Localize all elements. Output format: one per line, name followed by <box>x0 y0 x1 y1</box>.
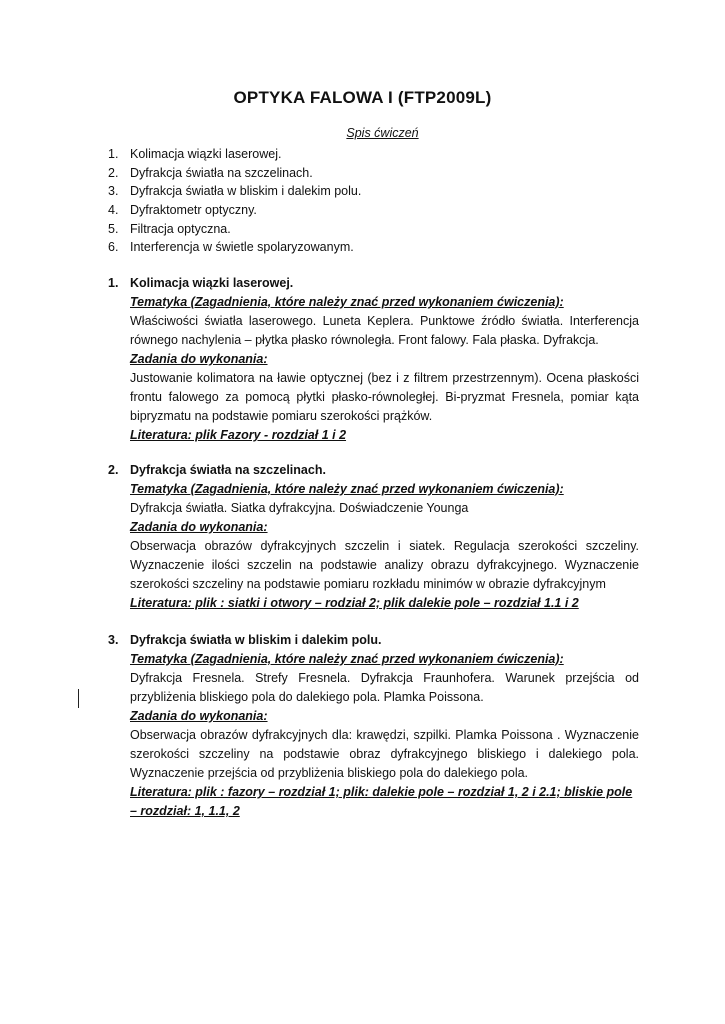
toc-item-number: 3. <box>108 184 119 199</box>
topics-label: Tematyka (Zagadnienia, które należy znać przed wykonaniem ćwiczenia): <box>130 652 564 666</box>
toc-item-label: Dyfrakcja światła w bliskim i dalekim polu. <box>130 184 362 199</box>
text-cursor <box>78 689 79 708</box>
topics-label: Tematyka (Zagadnienia, które należy znać przed wykonaniem ćwiczenia): <box>130 295 564 309</box>
toc-heading: Spis ćwiczeń <box>346 126 419 140</box>
toc-item <box>108 182 648 201</box>
toc-item <box>108 145 648 164</box>
section-number: 3. <box>108 633 119 647</box>
toc-item-number: 1. <box>108 147 119 161</box>
section-body <box>130 480 639 613</box>
section-body <box>130 650 639 821</box>
exercise-section-2 <box>108 461 639 613</box>
toc-item-label: Filtracja optyczna. <box>130 221 231 236</box>
toc-item-number: 5. <box>108 221 119 236</box>
tasks-text: Obserwacja obrazów dyfrakcyjnych dla: krawędzi, szpilki. Plamka Poissona . Wyznaczenie szerokości szczeliny na podstawie obraz dyfrakcyjnego bliskiego i dalekiego pola. Wyznaczenie przejścia od przybliżenia bliskiego pola do dalekiego pola. <box>130 728 639 780</box>
toc-item <box>108 238 648 257</box>
toc-item <box>108 164 648 183</box>
toc-item <box>108 220 648 239</box>
tasks-text: Justowanie kolimatora na ławie optycznej (bez i z filtrem przestrzennym). Ocena płaskości frontu falowego za pomocą płytki płasko-równoległej. Bi-pryzmat Fresnela, pomiar kąta bipryzmatu na podstawie pomiaru szerokości prążków. <box>130 371 639 423</box>
tasks-label: Zadania do wykonania: <box>130 352 268 366</box>
topics-label: Tematyka (Zagadnienia, które należy znać przed wykonaniem ćwiczenia): <box>130 482 564 496</box>
table-of-contents <box>108 145 648 257</box>
section-heading <box>108 274 639 293</box>
tasks-label: Zadania do wykonania: <box>130 520 268 534</box>
exercise-section-3 <box>108 631 639 821</box>
tasks-text: Obserwacja obrazów dyfrakcyjnych szczelin i siatek. Regulacja szerokości szczeliny. Wyznaczenie ilości szczelin na podstawie analizy obrazu dyfrakcyjnego. Wyznaczenie szerokości szczeliny na podstawie pomiaru rozkładu minimów w obrazie dyfrakcyjnym <box>130 539 639 591</box>
exercise-section-1 <box>108 274 639 445</box>
section-title: Dyfrakcja światła na szczelinach. <box>130 463 326 477</box>
section-title: Kolimacja wiązki laserowej. <box>130 276 294 290</box>
literature-reference: Literatura: plik : fazory – rozdział 1; plik: dalekie pole – rozdział 1, 2 i 2.1; bliskie pole – rozdział: 1, 1.1, 2 <box>130 785 633 818</box>
toc-item-label: Interferencja w świetle spolaryzowanym. <box>130 240 354 255</box>
section-body <box>130 293 639 445</box>
section-heading <box>108 631 639 650</box>
document-title: OPTYKA FALOWA I (FTP2009L) <box>233 88 492 107</box>
literature-reference: Literatura: plik Fazory - rozdział 1 i 2 <box>130 428 347 442</box>
toc-item-label: Kolimacja wiązki laserowej. <box>130 147 282 161</box>
literature-reference: Literatura: plik : siatki i otwory – rodział 2; plik dalekie pole – rozdział 1.1 i 2 <box>130 596 579 610</box>
section-number: 1. <box>108 276 119 290</box>
topics-text: Dyfrakcja światła. Siatka dyfrakcyjna. Doświadczenie Younga <box>130 501 469 515</box>
section-heading <box>108 461 639 480</box>
toc-item-number: 4. <box>108 203 119 218</box>
toc-item-label: Dyfraktometr optyczny. <box>130 203 257 218</box>
tasks-label: Zadania do wykonania: <box>130 709 268 723</box>
topics-text: Dyfrakcja Fresnela. Strefy Fresnela. Dyfrakcja Fraunhofera. Warunek przejścia od przybliżenia bliskiego pola do dalekiego pola. Plamka Poissona. <box>130 671 639 704</box>
section-number: 2. <box>108 463 119 477</box>
section-title: Dyfrakcja światła w bliskim i dalekim polu. <box>130 633 382 647</box>
topics-text: Właściwości światła laserowego. Luneta Keplera. Punktowe źródło światła. Interferencja równego nachylenia – płytka płasko równoległa. Front falowy. Fala płaska. Dyfrakcja. <box>130 314 639 347</box>
toc-item-number: 2. <box>108 165 119 180</box>
toc-item-number: 6. <box>108 240 119 255</box>
toc-item-label: Dyfrakcja światła na szczelinach. <box>130 165 313 180</box>
toc-item <box>108 201 648 220</box>
